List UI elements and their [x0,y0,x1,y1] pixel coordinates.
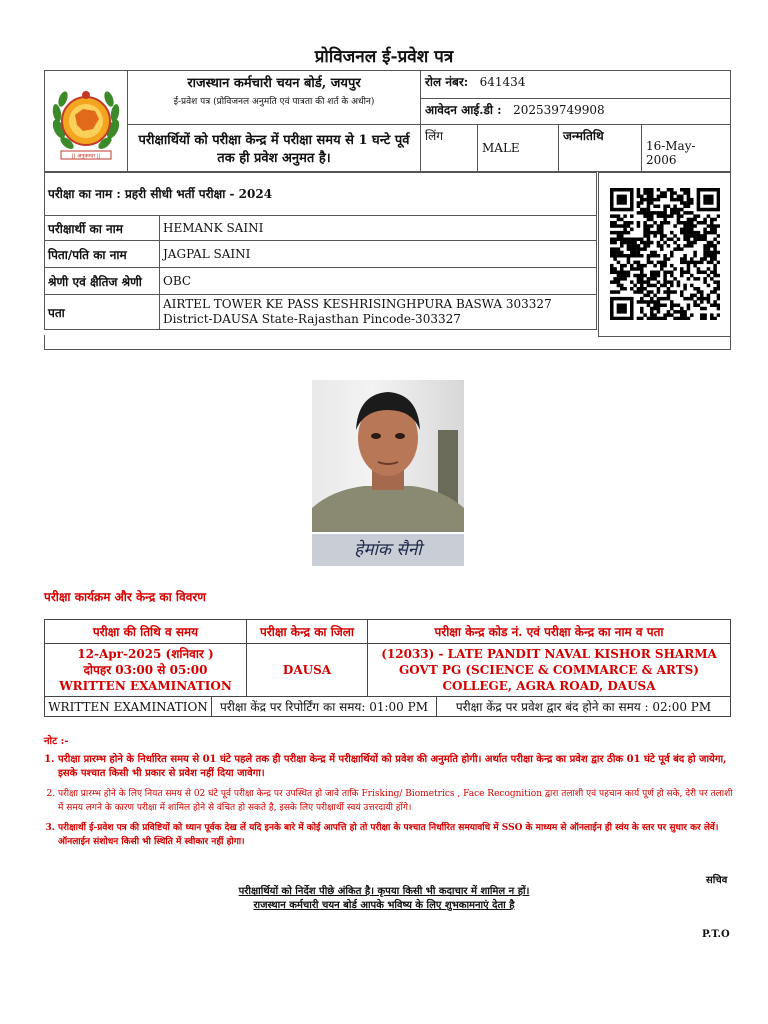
entry-notice: परीक्षार्थियों को परीक्षा केन्द्र में परीक्षा समय से 1 घन्टे पूर्व तक ही प्रवेश अनुमत है। [128,125,421,172]
gender-label: लिंग [421,125,478,172]
gender-value: MALE [478,125,559,172]
board-cell [128,71,421,125]
note-item: 1. परीक्षा प्रारम्भ होने के निर्धारित समय से 01 घंटे पहले तक ही परीक्षा केन्द्र में परीक्षार्थियों को प्रवेश की अनुमति होगी। अर्थात परीक्षा केन्द्र का प्रवेश द्वार ठीक 01 घंटे पूर्व बंद हो जायेगा, इसके पश्चात किसी भी प्रकार से प्रवेश नहीं दिया जावेगा। [58,753,734,781]
board-subtitle: ई-प्रवेश पत्र (प्रोविजनल अनुमति एवं पात्रता की शर्त के अधीन) [173,97,375,107]
dob-cell [559,125,731,172]
candidate-signature: हेमांक सैनी [354,540,422,560]
note-label: नोट :- [44,736,69,747]
footer-line-1: परीक्षार्थियों को निर्देश पीछे अंकित है। कृपया किसी भी कदाचार में शामिल न हों। [238,886,530,897]
candidate-table [44,172,597,330]
reporting-time: परीक्षा केंद्र पर रिपोर्टिंग का समय: 01:00 PM [212,697,437,717]
qr-code-icon [610,188,720,320]
dob-value: 16-May-2006 [645,139,696,167]
pto-label: P.T.O [702,929,730,940]
exam-name: परीक्षा का नाम : प्रहरी सीधी भर्ती परीक्षा - 2024 [45,173,597,216]
board-logo-icon [45,71,127,171]
logo-cell [45,71,128,172]
col-center-header: परीक्षा केन्द्र कोड नं. एवं परीक्षा केन्द्र का नाम व पता [368,620,731,644]
secretary-label: सचिव [706,875,728,886]
gate-close-time: परीक्षा केंद्र पर प्रवेश द्वार बंद होने का समय : 02:00 PM [437,697,731,717]
footer-instructions [0,885,768,913]
logo-motto: || अनुकम्पा || [71,153,101,160]
schedule-heading: परीक्षा कार्यक्रम और केन्द्र का विवरण [44,590,206,604]
application-cell [421,99,731,125]
board-name: राजस्थान कर्मचारी चयन बोर्ड, जयपुर [187,76,361,91]
qr-box [598,172,731,337]
exam-district: DAUSA [247,644,368,697]
dob-label: जन्मतिथि [559,125,642,171]
candidate-name: HEMANK SAINI [160,216,597,241]
page-title: प्रोविजनल ई-प्रवेश पत्र [314,47,454,67]
col-district-header: परीक्षा केन्द्र का जिला [247,620,368,644]
exam-time: दोपहर 03:00 से 05:00 WRITTEN EXAMINATION [59,663,232,693]
category-label: श्रेणी एवं क्षैतिज श्रेणी [45,268,160,295]
address-label: पता [45,295,160,330]
reporting-table [44,696,731,717]
note-item: 2. परीक्षा प्रारम्भ होने के लिए नियत समय से 02 घंटे पूर्व परीक्षा केन्द्र पर उपस्थित हो जावे ताकि Frisking/ Biometrics , Face Recognition द्वारा तलाशी एवं पहचान कार्य पूर्ण हो सके, देरी पर तलाशी में समय लगने के कारण परीक्षा में शामिल होने से वंचित हो सकते है, इसके लिए परीक्षार्थी स्वयं उत्तरदायी होंगे। [58,787,734,815]
roll-value: 641434 [479,75,526,89]
exam-type: WRITTEN EXAMINATION [45,697,212,717]
application-label: आवेदन आई.डी : [425,103,502,117]
exam-date: 12-Apr-2025 (शनिवार ) [77,647,214,661]
father-name: JAGPAL SAINI [160,241,597,268]
father-name-label: पिता/पति का नाम [45,241,160,268]
note-item: 3. परीक्षार्थी ई-प्रवेश पत्र की प्रविष्टियों को ध्यान पूर्वक देख लें यदि इनके बारे में कोई आपत्ति हो तो परीक्षा के पश्चात निर्धारित समयावधि में SSO के माध्यम से ऑनलाईन ही स्वंय के स्तर पर सुधार कर लेवें। ऑनलाईन संशोधन किसी भी स्थिति में स्वीकार नहीं होगा। [58,821,734,849]
candidate-photo [312,380,464,532]
header-table [44,70,731,172]
footer-line-2: राजस्थान कर्मचारी चयन बोर्ड आपके भविष्य के लिए शुभकामनाएं देता है [253,900,515,911]
signature-box [312,534,464,566]
roll-label: रोल नंबर: [425,75,469,89]
schedule-table [44,619,731,697]
exam-center: (12033) - LATE PANDIT NAVAL KISHOR SHARMA GOVT PG (SCIENCE & COMMARCE & ARTS) COLLEGE, AGRA ROAD, DAUSA [368,644,731,697]
person-photo-icon [312,380,464,532]
info-bottom-strip [44,335,731,350]
roll-cell [421,71,731,99]
exam-date-time [45,644,247,697]
category-value: OBC [160,268,597,295]
notes-list [44,753,734,849]
address-value: AIRTEL TOWER KE PASS KESHRISINGHPURA BASWA 303327 District-DAUSA State-Rajasthan Pincode-303327 [160,295,597,330]
application-value: 202539749908 [513,103,605,117]
col-date-header: परीक्षा की तिथि व समय [45,620,247,644]
candidate-name-label: परीक्षार्थी का नाम [45,216,160,241]
notes-section [44,733,734,855]
